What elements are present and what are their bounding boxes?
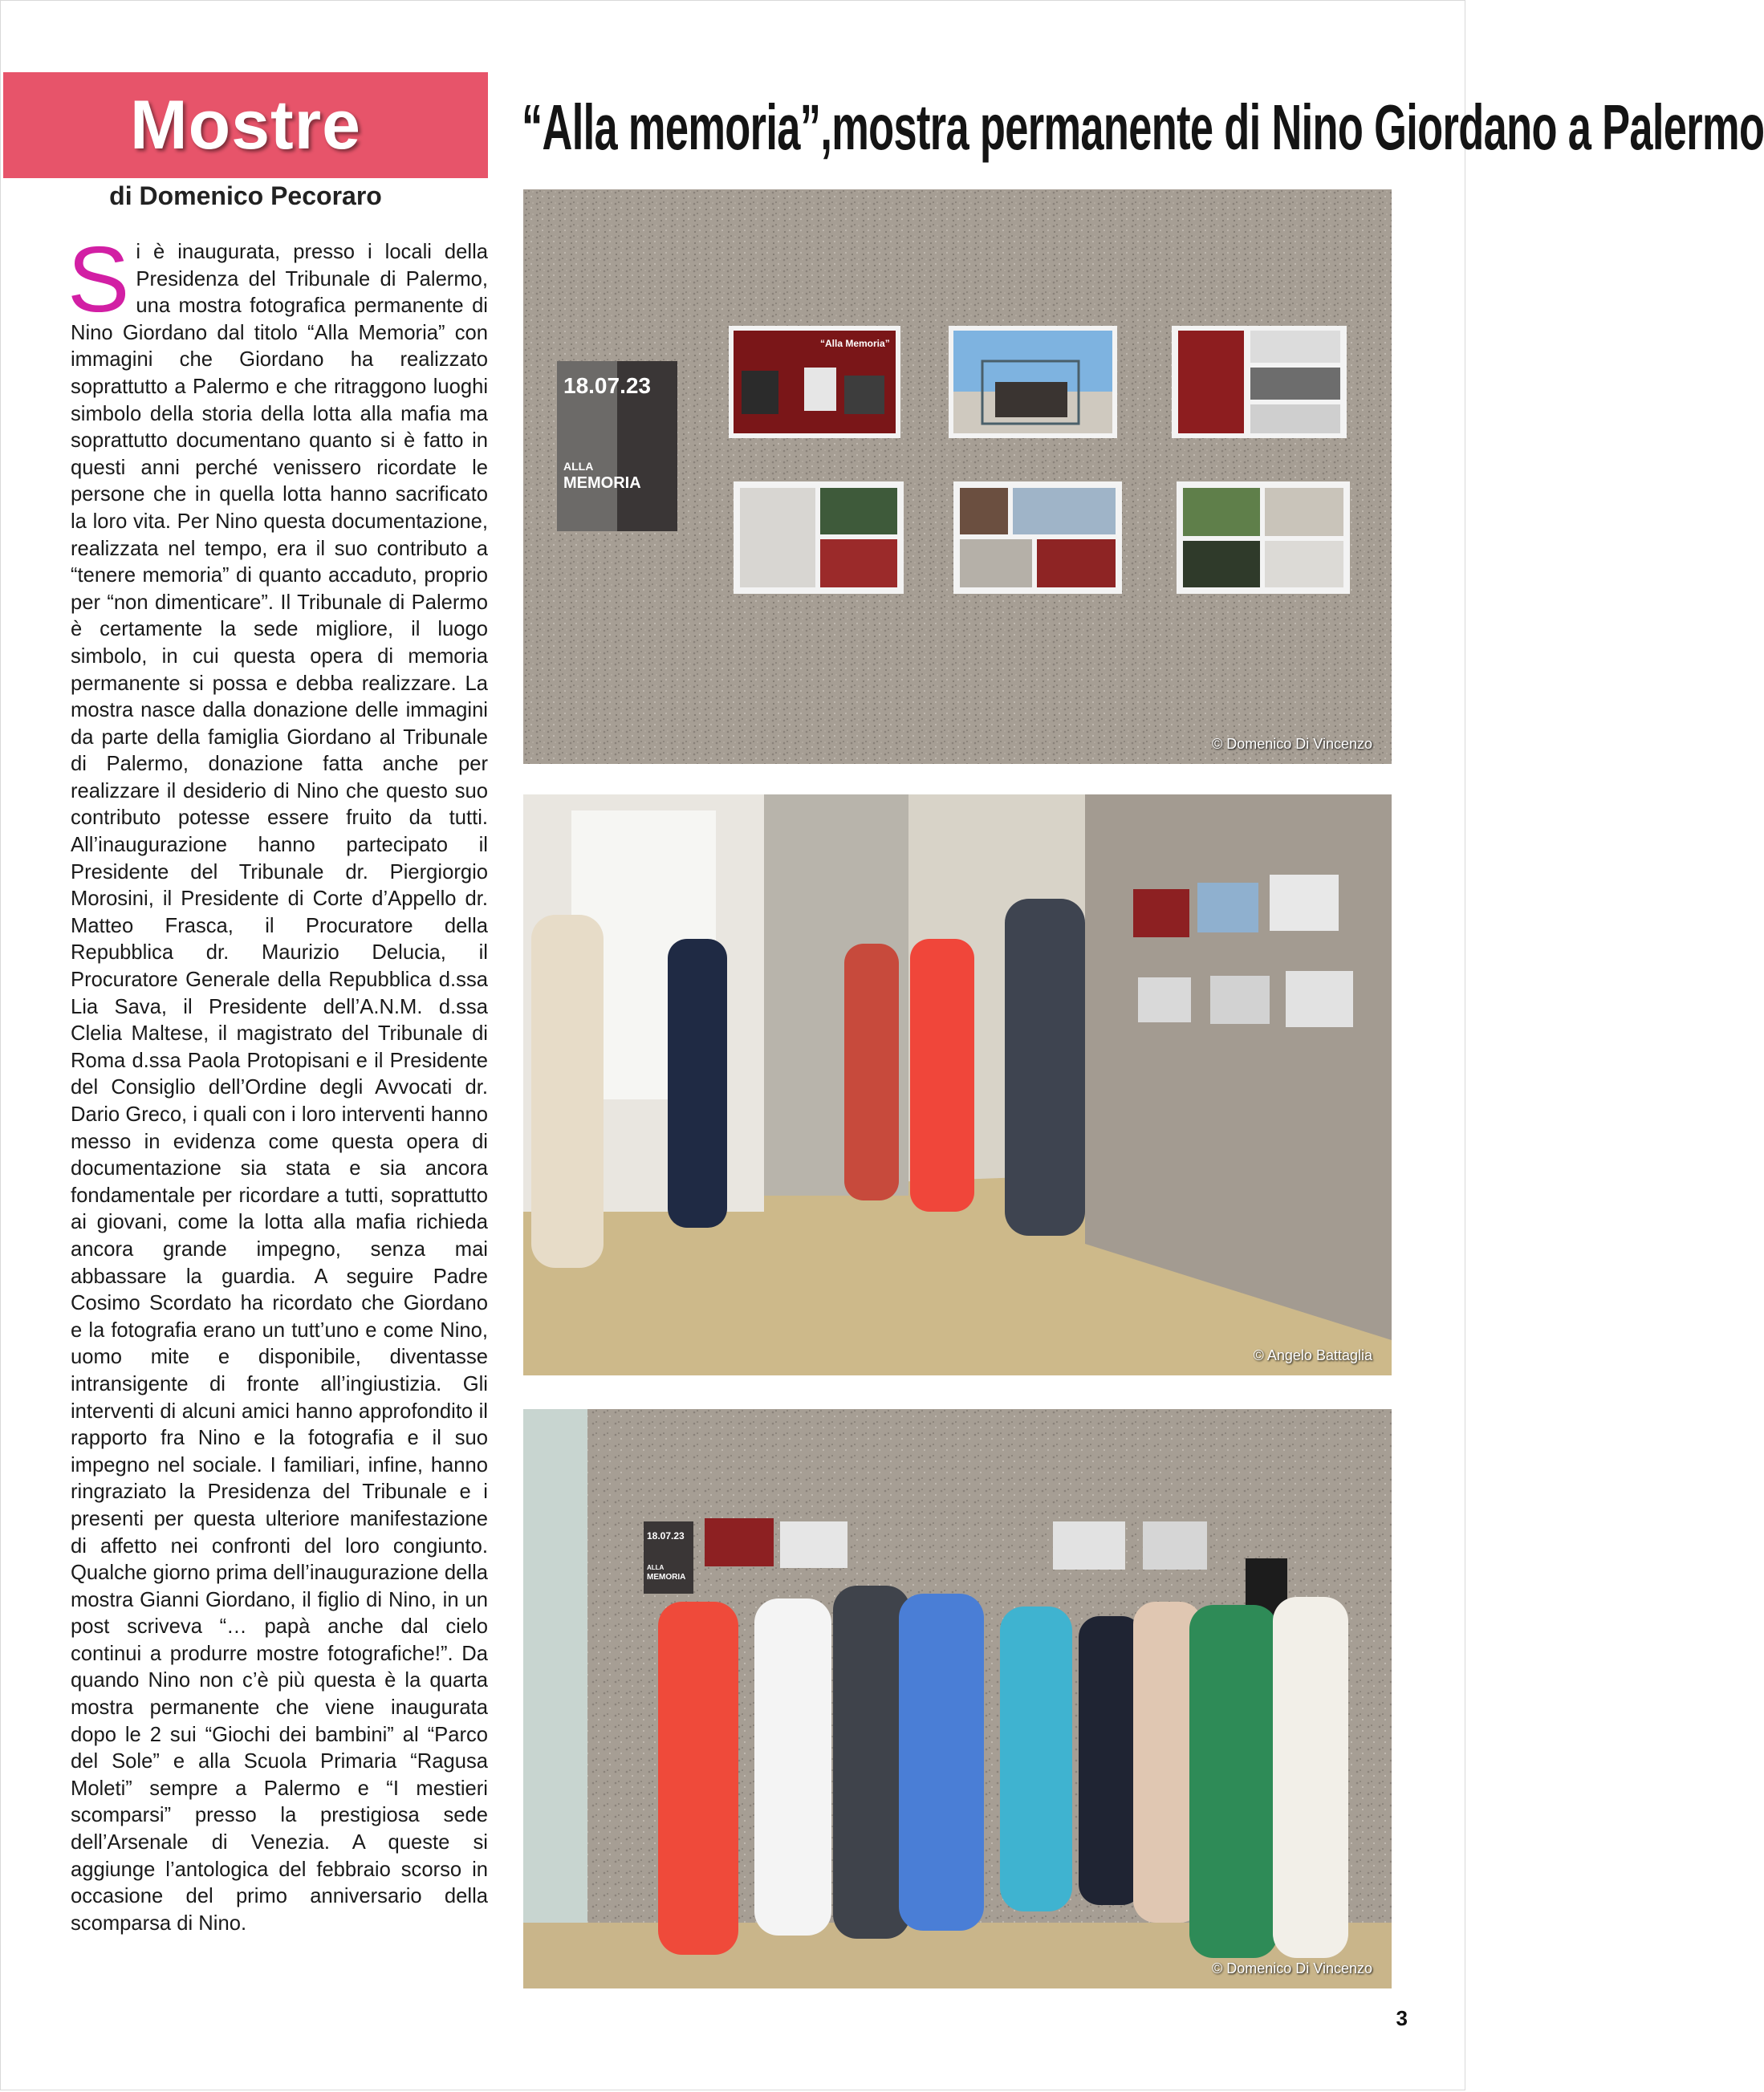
panel-plaque (734, 481, 904, 594)
poster-line2: MEMORIA (647, 1573, 686, 1582)
article-body (67, 227, 488, 1937)
panel-car-wreck (949, 326, 1117, 438)
poster-line1: ALLA (563, 460, 594, 473)
inauguration-speech-image (523, 794, 1392, 1375)
page-number: 3 (1396, 2006, 1408, 2030)
byline: di Domenico Pecoraro (109, 181, 382, 210)
group-photo-image (523, 1409, 1392, 1988)
poster-date: 18.07.23 (647, 1530, 685, 1542)
photo-inauguration-speech (523, 794, 1392, 1375)
panel-title-card (729, 326, 900, 438)
poster-line2: MEMORIA (563, 474, 641, 492)
poster-date: 18.07.23 (563, 373, 651, 398)
drop-cap: S (67, 227, 130, 331)
photo-credit: © Domenico Di Vincenzo (1211, 1960, 1372, 1976)
photo-group (523, 1409, 1392, 1988)
panel-title: “Alla Memoria” (820, 338, 890, 349)
poster-line1: ALLA (647, 1564, 665, 1571)
section-label: Mostre (130, 86, 361, 164)
article-text: i è inaugurata, presso i locali della Presidenza del Tribunale di Palermo, una mostra fotografica permanente di Nino Giordano dal titolo “Alla Memoria” con immagini che Giordano ha realizzato soprattutto a Palermo e che ritraggono luoghi simbolo della storia della lotta alla mafia ma soprattutto documentano quanto si è fatto in questi anni perché venissero ricordate le persone che in quella lotta hanno sacrificato la loro vita. Per Nino questa documentazione, realizzata nel tempo, era il suo contributo a “tenere memoria” di quanto accaduto, proprio per “non dimenticare”. Il Tribunale di Palermo è certamente la sede migliore, il luogo simbolo, in cui questa opera di memoria permanente si possa e debba realizzare. La mostra nasce dalla donazione delle immagini da parte della famiglia Giordano al Tribunale di Palermo, donazione fatta anche per realizzare il desiderio di Nino che questo suo contributo potesse essere fruito da tutti. All’inaugurazione hanno partecipato il Presidente del Tribunale dr. Piergiorgio Morosini, il Presidente di Corte d’Appello dr. Matteo Frasca, il Procuratore della Repubblica dr. Maurizio Delucia, il Procuratore Generale della Repubblica d.ssa Lia Sava, il Presidente dell’A.N.M. d.ssa Clelia Maltese, il magistrato del Tribunale di Roma d.ssa Paola Protopisani e il Presidente del Consiglio dell’Ordine degli Avvocati dr. Dario Greco, i quali con i loro interventi hanno messo in evidenza come questa opera di documentazione sia stata e sia ancora fondamentale per ricordare a tutti, soprattutto ai giovani, come la lotta alla mafia richieda ancora grande impegno, senza mai abbassare la guardia. A seguire Padre Cosimo Scordato ha ricordato che Giordano e la fotografia erano un tutt’uno e come Nino, uomo mite e disponibile, diventasse intransigente di fronte all’ingiustizia. Gli interventi di alcuni amici hanno approfondito il rapporto fra Nino e la fotografia e il suo impegno nel sociale. I familiari, infine, hanno ringraziato la Presidenza del Tribunale e i presenti per questa ulteriore manifestazione di affetto nei confronti del loro congiunto. Qualche giorno prima dell’inaugurazione della mostra Gianni Giordano, il figlio di Nino, in un post scriveva “… papà anche dal cielo continui a produrre mostre fotografiche!”. Da quando Nino non c’è più questa è la quarta mostra permanente che viene inaugurata dopo le 2 sui “Giochi dei bambini” al “Parco del Sole” e alla Scuola Primaria “Ragusa Moleti” sempre a Palermo e “I mestieri scomparsi” presso la prestigiosa sede dell’Arsenale di Venezia. A queste si aggiunge l’antologica del febbraio scorso in occasione del primo anniversario della scomparsa di Nino. (71, 241, 488, 1935)
photo-exhibition-wall (523, 189, 1392, 764)
panel-train (953, 481, 1122, 594)
photo-credit: © Angelo Battaglia (1253, 1347, 1372, 1363)
panel-memorial (1172, 326, 1347, 438)
headline: “Alla memoria”,mostra permanente di Nino Giordano a Palermo (522, 91, 1764, 163)
photo-credit: © Domenico Di Vincenzo (1211, 736, 1372, 752)
section-rubric (3, 72, 488, 178)
panel-city (1177, 481, 1350, 594)
exhibition-wall-image (523, 189, 1392, 764)
